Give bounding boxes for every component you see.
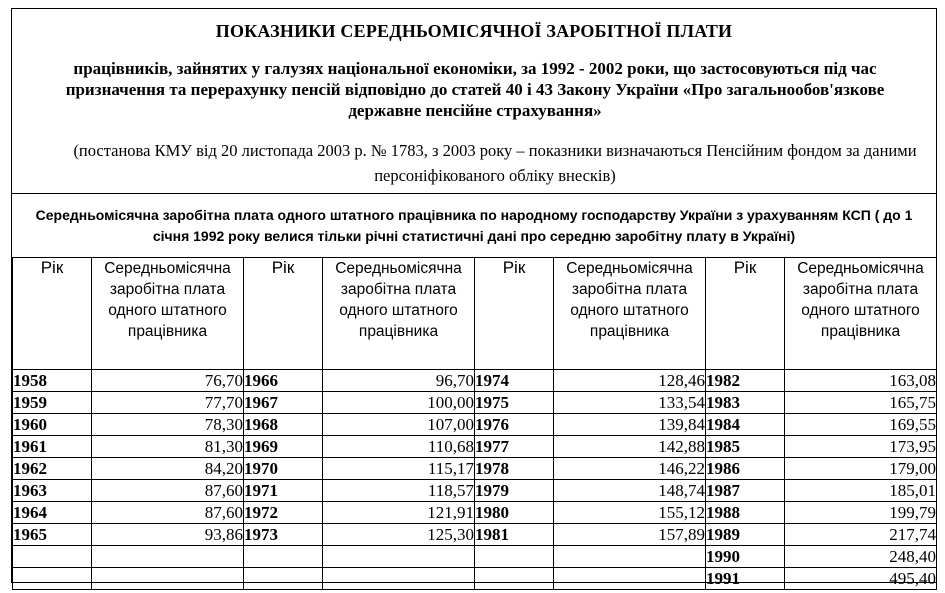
wage-cell: 146,22 [554, 458, 706, 480]
year-cell: 1964 [13, 502, 92, 524]
wage-cell: 121,91 [323, 502, 475, 524]
table-row [13, 370, 937, 392]
empty-cell [13, 546, 92, 568]
empty-cell [554, 568, 706, 590]
wage-cell: 100,00 [323, 392, 475, 414]
wage-cell: 87,60 [92, 502, 244, 524]
wage-column-header: Середньомісячна заробітна плата одного штатного працівника [323, 258, 475, 370]
wage-column-header: Середньомісячна заробітна плата одного штатного працівника [92, 258, 244, 370]
wage-cell: 169,55 [785, 414, 937, 436]
year-cell: 1976 [475, 414, 554, 436]
year-cell: 1971 [244, 480, 323, 502]
empty-cell [323, 546, 475, 568]
document-subtitle: працівників, зайнятих у галузях національної економіки, за 1992 - 2002 роки, що застосовуються під час призначення та перерахунку пенсій відповідно до статей 40 і 43 Закону України «Про загальнообов'язкове державне пенсійне страхування» [65, 59, 885, 120]
table-row [13, 436, 937, 458]
wage-cell: 248,40 [785, 546, 937, 568]
wage-cell: 76,70 [92, 370, 244, 392]
wage-column-header: Середньомісячна заробітна плата одного штатного працівника [785, 258, 937, 370]
year-cell: 1967 [244, 392, 323, 414]
empty-cell [323, 568, 475, 590]
wage-cell: 133,54 [554, 392, 706, 414]
wage-cell: 81,30 [92, 436, 244, 458]
wage-cell: 77,70 [92, 392, 244, 414]
wage-cell: 199,79 [785, 502, 937, 524]
empty-cell [244, 546, 323, 568]
wage-cell: 125,30 [323, 524, 475, 546]
wage-cell: 87,60 [92, 480, 244, 502]
year-cell: 1969 [244, 436, 323, 458]
year-cell: 1973 [244, 524, 323, 546]
wage-cell: 115,17 [323, 458, 475, 480]
year-cell: 1991 [706, 568, 785, 590]
table-caption: Середньомісячна заробітна плата одного штатного працівника по народному господарству України з урахуванням КСП ( до 1 січня 1992 року велися тільки річні статистичні дані про середню заробітну плату в Україні) [12, 193, 936, 257]
wage-cell: 107,00 [323, 414, 475, 436]
year-cell: 1978 [475, 458, 554, 480]
year-cell: 1988 [706, 502, 785, 524]
table-header-row [13, 258, 937, 370]
year-cell: 1968 [244, 414, 323, 436]
year-cell: 1990 [706, 546, 785, 568]
empty-cell [92, 546, 244, 568]
table-row [13, 524, 937, 546]
wage-cell: 142,88 [554, 436, 706, 458]
wage-cell: 495,40 [785, 568, 937, 590]
table-row [13, 546, 937, 568]
year-cell: 1975 [475, 392, 554, 414]
table-row [13, 392, 937, 414]
empty-cell [244, 568, 323, 590]
year-cell: 1984 [706, 414, 785, 436]
wage-cell: 163,08 [785, 370, 937, 392]
wage-cell: 93,86 [92, 524, 244, 546]
year-cell: 1966 [244, 370, 323, 392]
year-cell: 1965 [13, 524, 92, 546]
year-cell: 1962 [13, 458, 92, 480]
wage-cell: 217,74 [785, 524, 937, 546]
empty-cell [475, 568, 554, 590]
year-column-header: Рік [706, 258, 785, 370]
year-column-header: Рік [475, 258, 554, 370]
document-header [12, 9, 936, 193]
year-cell: 1960 [13, 414, 92, 436]
empty-cell [13, 568, 92, 590]
year-cell: 1959 [13, 392, 92, 414]
table-row [13, 458, 937, 480]
wage-cell: 128,46 [554, 370, 706, 392]
wage-cell: 139,84 [554, 414, 706, 436]
wage-cell: 165,75 [785, 392, 937, 414]
year-cell: 1974 [475, 370, 554, 392]
wage-cell: 84,20 [92, 458, 244, 480]
wage-column-header: Середньомісячна заробітна плата одного штатного працівника [554, 258, 706, 370]
table-row [13, 502, 937, 524]
wage-table [12, 257, 937, 590]
wage-cell: 185,01 [785, 480, 937, 502]
year-cell: 1981 [475, 524, 554, 546]
document-title: ПОКАЗНИКИ СЕРЕДНЬОМІСЯЧНОЇ ЗАРОБІТНОЇ ПЛАТИ [215, 21, 733, 41]
empty-cell [92, 568, 244, 590]
wage-cell: 155,12 [554, 502, 706, 524]
wage-cell: 173,95 [785, 436, 937, 458]
year-column-header: Рік [244, 258, 323, 370]
wage-cell: 78,30 [92, 414, 244, 436]
wage-cell: 148,74 [554, 480, 706, 502]
year-cell: 1986 [706, 458, 785, 480]
wage-cell: 118,57 [323, 480, 475, 502]
table-row [13, 414, 937, 436]
wage-cell: 96,70 [323, 370, 475, 392]
wage-cell: 110,68 [323, 436, 475, 458]
year-cell: 1977 [475, 436, 554, 458]
year-cell: 1958 [13, 370, 92, 392]
year-column-header: Рік [13, 258, 92, 370]
year-cell: 1970 [244, 458, 323, 480]
empty-cell [475, 546, 554, 568]
year-cell: 1979 [475, 480, 554, 502]
table-row [13, 568, 937, 590]
year-cell: 1987 [706, 480, 785, 502]
year-cell: 1989 [706, 524, 785, 546]
year-cell: 1980 [475, 502, 554, 524]
document-frame [11, 8, 937, 588]
table-row [13, 480, 937, 502]
wage-cell: 179,00 [785, 458, 937, 480]
year-cell: 1982 [706, 370, 785, 392]
year-cell: 1961 [13, 436, 92, 458]
wage-cell: 157,89 [554, 524, 706, 546]
document-note: (постанова КМУ від 20 листопада 2003 р. № 1783, з 2003 року – показники визначаються Пенсійним фондом за даними персоніфікованого обліку внесків) [73, 141, 917, 185]
year-cell: 1972 [244, 502, 323, 524]
empty-cell [554, 546, 706, 568]
year-cell: 1963 [13, 480, 92, 502]
year-cell: 1985 [706, 436, 785, 458]
year-cell: 1983 [706, 392, 785, 414]
